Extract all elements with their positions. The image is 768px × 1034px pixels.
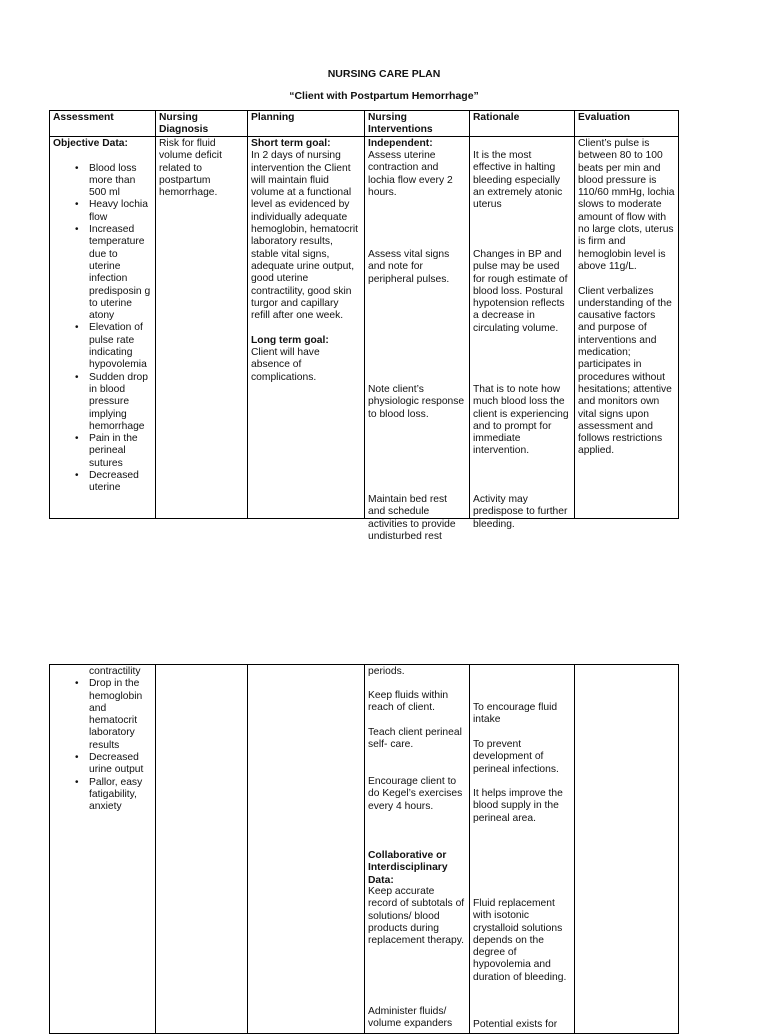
column-divider xyxy=(364,110,365,519)
long-term-goal-text: Client will have absence of complications. xyxy=(251,347,320,383)
evaluation-item: Client’s pulse is between 80 to 100 beats per min and blood pressure is 110/60 mmHg, lochia slows to moderate amount of flow with no large clots, uterus is firm and hemoglobin level is above 11g/L. xyxy=(578,138,675,272)
rationale-item: Changes in BP and pulse may be used for rough estimate of blood loss. Postural hypotension reflects a decrease in circulating volume. xyxy=(473,249,568,334)
collaborative-label: Collaborative or Interdisciplinary Data: xyxy=(368,850,448,886)
column-divider xyxy=(469,664,470,1034)
rationale-item: That is to note how much blood loss the client is experiencing and to prompt for immediate intervention. xyxy=(473,384,569,457)
column-divider xyxy=(155,664,156,1034)
header-evaluation: Evaluation xyxy=(578,112,631,123)
long-term-goal-label: Long term goal: xyxy=(251,334,329,346)
rationale-item: Potential exists for xyxy=(473,1019,558,1030)
header-planning: Planning xyxy=(251,112,295,123)
column-divider xyxy=(364,664,365,1034)
rationale-cell xyxy=(469,664,574,1030)
column-divider xyxy=(574,664,575,1034)
rationale-item: It is the most effective in halting bleeding especially an extremely atonic uterus xyxy=(473,150,563,211)
list-item: • Decreased urine output xyxy=(89,752,151,777)
list-item: • Heavy lochia flow xyxy=(89,199,151,224)
document-subtitle: “Client with Postpartum Hemorrhage” xyxy=(289,90,479,102)
list-item: • Drop in the hemoglobin and hematocrit laboratory results xyxy=(89,678,151,752)
intervention-item: Teach client perineal self- care. xyxy=(368,727,462,751)
intervention-continued: periods. xyxy=(368,666,405,677)
care-plan-table-page1 xyxy=(49,110,679,542)
header-assessment: Assessment xyxy=(53,112,114,123)
intervention-item: Administer fluids/ volume expanders xyxy=(368,1006,453,1030)
objective-data-label: Objective Data: xyxy=(53,138,128,149)
column-divider xyxy=(247,664,248,1034)
rationale-cell xyxy=(469,136,574,530)
intervention-item: Keep fluids within reach of client. xyxy=(368,690,449,714)
list-item: • Decreased uterine xyxy=(89,470,151,495)
care-plan-table-page2 xyxy=(49,664,679,1034)
assessment-continued: contractility xyxy=(89,666,141,677)
assessment-cell xyxy=(49,664,155,814)
assessment-cell xyxy=(49,136,155,495)
independent-label: Independent: xyxy=(368,138,433,149)
interventions-cell xyxy=(364,136,469,542)
header-nursing-interventions: Nursing Interventions xyxy=(368,112,433,136)
short-term-goal-label: Short term goal: xyxy=(251,138,331,149)
intervention-item: Keep accurate record of subtotals of solutions/ blood products during replacement therapy. xyxy=(368,886,465,947)
list-item: • Elevation of pulse rate indicating hypovolemia xyxy=(89,322,151,371)
intervention-item: Assess vital signs and note for peripheral pulses. xyxy=(368,249,450,285)
header-nursing-diagnosis: Nursing Diagnosis xyxy=(159,112,209,136)
document-title: NURSING CARE PLAN xyxy=(327,68,441,80)
header-rationale: Rationale xyxy=(473,112,520,123)
list-item: • Increased temperature due to uterine infection predisposin g to uterine atony xyxy=(89,224,151,322)
interventions-cell xyxy=(364,664,469,1030)
rationale-item: It helps improve the blood supply in the perineal area. xyxy=(473,788,563,824)
intervention-item: Assess uterine contraction and lochia flow every 2 hours. xyxy=(368,150,453,198)
planning-cell xyxy=(247,136,364,384)
intervention-item: Encourage client to do Kegel’s exercises every 4 hours. xyxy=(368,776,463,812)
rationale-item: Activity may predispose to further bleeding. xyxy=(473,494,568,530)
list-item: • Pain in the perineal sutures xyxy=(89,433,151,470)
list-item: • Blood loss more than 500 ml xyxy=(89,163,151,200)
short-term-goal-text: In 2 days of nursing intervention the Client will maintain fluid volume at a functional level as evidenced by individually adequate hemoglobin, hematocrit laboratory results, stable vital signs, adequate urine output, good uterine contractility, good skin turgor and capillary refill after one week. xyxy=(251,150,359,322)
rationale-item: To prevent development of perineal infections. xyxy=(473,739,559,775)
list-item: • Sudden drop in blood pressure implying hemorrhage xyxy=(89,372,151,433)
assessment-list xyxy=(53,678,151,813)
intervention-item: Note client’s physiologic response to blood loss. xyxy=(368,384,465,420)
list-item: • Pallor, easy fatigability, anxiety xyxy=(89,777,151,814)
rationale-item: Fluid replacement with isotonic crystalloid solutions depends on the degree of hypovolemia and duration of bleeding. xyxy=(473,898,567,983)
intervention-item: Maintain bed rest and schedule activities to provide undisturbed rest xyxy=(368,494,456,542)
rationale-item: To encourage fluid intake xyxy=(473,702,558,726)
evaluation-item: Client verbalizes understanding of the causative factors and purpose of interventions and medication; participates in procedures without hesitations; attentive and monitors own vital signs upon assessment and follows restrictions applied. xyxy=(578,285,672,457)
column-divider xyxy=(469,110,470,519)
assessment-list xyxy=(53,163,151,495)
diagnosis-cell: Risk for fluid volume deficit related to postpartum hemorrhage. xyxy=(159,138,222,199)
evaluation-cell xyxy=(574,136,679,458)
